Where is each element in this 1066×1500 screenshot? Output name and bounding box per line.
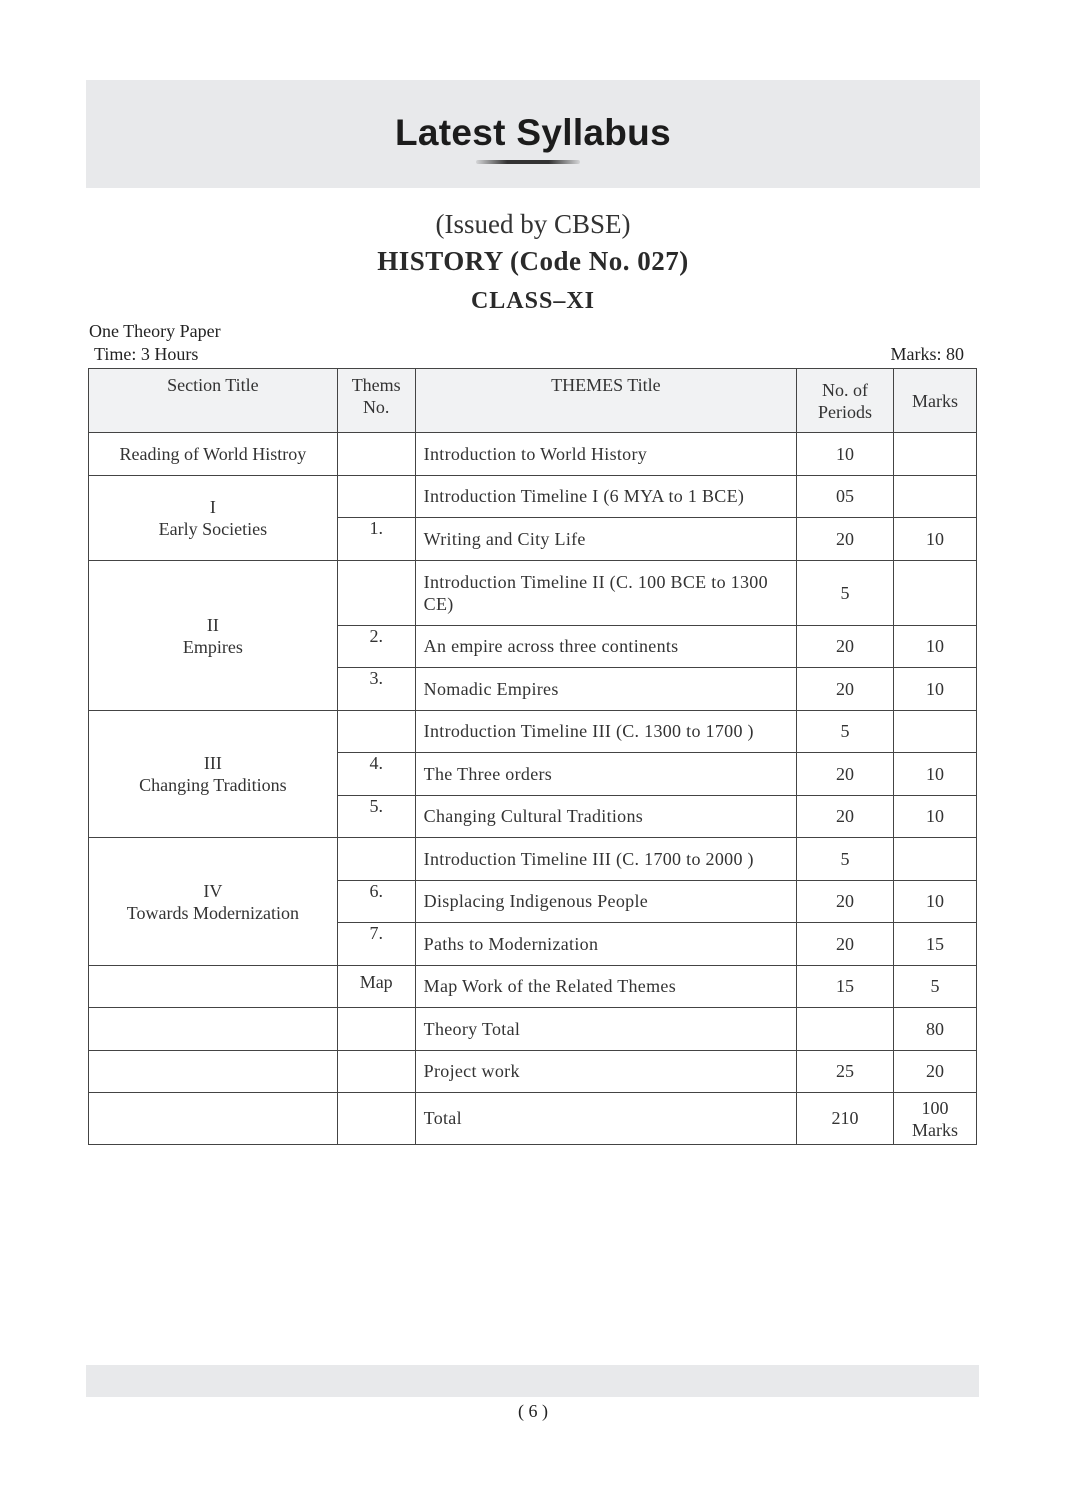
periods-cell: 20: [797, 626, 894, 668]
header-periods-line2: Periods: [818, 401, 873, 422]
marks-cell: 10: [894, 753, 977, 796]
issued-by: (Issued by CBSE): [435, 209, 631, 239]
total-marks: [894, 1093, 977, 1145]
section-roman: II: [206, 614, 219, 635]
total-marks-unit: Marks: [912, 1119, 958, 1140]
header-periods: [797, 369, 894, 433]
page-title: Latest Syllabus: [395, 112, 671, 153]
periods-cell: 20: [797, 518, 894, 561]
total-periods: 210: [797, 1093, 894, 1145]
theme-no-cell: [337, 1093, 415, 1145]
theme-title-cell: Introduction to World History: [415, 433, 796, 476]
theme-no-cell: [337, 838, 415, 881]
theme-no-cell: 7.: [337, 923, 415, 966]
project-work-marks: 20: [894, 1051, 977, 1093]
marks-cell: 10: [894, 881, 977, 923]
theme-no-cell: 4.: [337, 753, 415, 796]
header-theme-no: [337, 369, 415, 433]
section-cell: [89, 1008, 338, 1051]
theme-title-cell: Writing and City Life: [415, 518, 796, 561]
periods-cell: 15: [797, 966, 894, 1008]
theory-total-row: [89, 1008, 977, 1051]
table-row: [89, 476, 977, 518]
header-themes-title: THEMES Title: [415, 369, 796, 433]
theme-no-cell: 3.: [337, 668, 415, 711]
section-roman: IV: [203, 880, 223, 901]
total-label: Total: [415, 1093, 796, 1145]
class-label: CLASS–XI: [470, 288, 596, 314]
theme-title-cell: Introduction Timeline I (6 MYA to 1 BCE): [415, 476, 796, 518]
section-name: Empires: [182, 636, 243, 657]
section-roman: III: [203, 753, 222, 773]
periods-cell: [797, 1008, 894, 1051]
section-cell: [89, 838, 338, 966]
table-row: [89, 838, 977, 881]
table-row: [89, 711, 977, 753]
theme-title-cell: Introduction Timeline III (C. 1300 to 1700 ): [415, 711, 796, 753]
theme-title-cell: Displacing Indigenous People: [415, 881, 796, 923]
marks-cell: [894, 476, 977, 518]
table-row: [89, 966, 977, 1008]
header-section-title: Section Title: [89, 369, 338, 433]
footer-band: [86, 1365, 979, 1397]
paper-marks: Marks: 80: [890, 344, 964, 364]
theme-title-cell: Introduction Timeline III (C. 1700 to 2000 ): [415, 838, 796, 881]
periods-cell: 10: [797, 433, 894, 476]
section-cell: [89, 1051, 338, 1093]
header-periods-line1: No. of: [822, 379, 869, 400]
theme-title-cell: Changing Cultural Traditions: [415, 796, 796, 838]
periods-cell: 20: [797, 796, 894, 838]
theme-title-cell: Map Work of the Related Themes: [415, 966, 796, 1008]
periods-cell: 20: [797, 668, 894, 711]
periods-cell: 05: [797, 476, 894, 518]
theme-no-cell: 1.: [337, 518, 415, 561]
theme-title-cell: Nomadic Empires: [415, 668, 796, 711]
project-work-row: [89, 1051, 977, 1093]
theme-no-cell: [337, 1008, 415, 1051]
section-cell: Reading of World Histroy: [89, 433, 338, 476]
periods-cell: 5: [797, 561, 894, 626]
section-name: Towards Modernization: [126, 902, 299, 923]
periods-cell: 20: [797, 753, 894, 796]
theme-no-cell: 6.: [337, 881, 415, 923]
section-name: Changing Traditions: [139, 775, 287, 795]
page-number: ( 6 ): [518, 1401, 548, 1421]
section-cell: [89, 1093, 338, 1145]
theme-no-cell: 2.: [337, 626, 415, 668]
section-name: Early Societies: [158, 519, 268, 539]
periods-cell: 5: [797, 711, 894, 753]
marks-cell: [894, 838, 977, 881]
total-marks-value: 100: [921, 1097, 949, 1118]
paper-time: Time: 3 Hours: [94, 344, 199, 364]
section-cell: [89, 476, 338, 561]
periods-cell: 20: [797, 881, 894, 923]
theme-title-cell: The Three orders: [415, 753, 796, 796]
theme-title-cell: Paths to Modernization: [415, 923, 796, 966]
periods-cell: 5: [797, 838, 894, 881]
theme-no-cell: Map: [337, 966, 415, 1008]
marks-cell: 15: [894, 923, 977, 966]
theme-no-cell: [337, 711, 415, 753]
syllabus-table: [88, 368, 977, 1145]
marks-cell: [894, 561, 977, 626]
theme-title-cell: An empire across three continents: [415, 626, 796, 668]
table-header-row: [89, 369, 977, 433]
project-work-periods: 25: [797, 1051, 894, 1093]
theory-total-label: Theory Total: [415, 1008, 796, 1051]
periods-cell: 20: [797, 923, 894, 966]
total-row: [89, 1093, 977, 1145]
marks-cell: 10: [894, 668, 977, 711]
section-cell: [89, 561, 338, 711]
theme-no-cell: [337, 561, 415, 626]
theme-title-cell: Introduction Timeline II (C. 100 BCE to 1300 CE): [415, 561, 796, 626]
section-roman: I: [209, 497, 216, 517]
header-marks: Marks: [894, 369, 977, 433]
marks-cell: 10: [894, 796, 977, 838]
theme-no-cell: [337, 433, 415, 476]
marks-cell: [894, 433, 977, 476]
subject-title: HISTORY (Code No. 027): [377, 246, 689, 276]
project-work-label: Project work: [415, 1051, 796, 1093]
theme-no-cell: 5.: [337, 796, 415, 838]
theme-no-cell: [337, 476, 415, 518]
title-underline: [476, 160, 580, 164]
table-row: [89, 433, 977, 476]
header-theme-no-line2: No.: [362, 397, 390, 417]
table-row: [89, 561, 977, 626]
theme-no-cell: [337, 1051, 415, 1093]
marks-cell: [894, 711, 977, 753]
section-cell: [89, 966, 338, 1008]
header-theme-no-line1: Thems: [351, 375, 401, 395]
marks-cell: 5: [894, 966, 977, 1008]
paper-type: One Theory Paper: [89, 321, 221, 341]
marks-cell: 10: [894, 518, 977, 561]
marks-cell: 10: [894, 626, 977, 668]
section-cell: [89, 711, 338, 838]
theory-total-marks: 80: [894, 1008, 977, 1051]
